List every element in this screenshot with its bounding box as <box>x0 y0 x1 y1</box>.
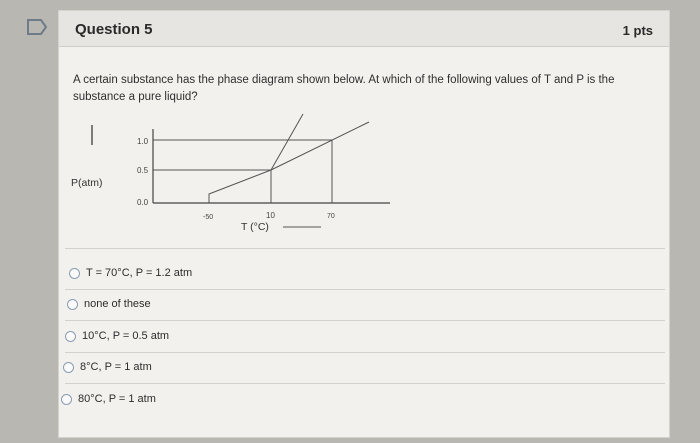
vaporization-curve <box>271 122 369 170</box>
radio-button[interactable] <box>61 394 72 405</box>
x-tick-label: 70 <box>327 213 335 220</box>
question-points: 1 pts <box>622 23 653 38</box>
radio-button[interactable] <box>69 268 80 279</box>
answer-option[interactable] <box>61 384 156 414</box>
melting-curve <box>271 114 303 170</box>
answer-option[interactable] <box>65 321 169 351</box>
y-axis-label: P(atm) <box>71 177 103 189</box>
y-tick-label: 0.5 <box>137 166 149 175</box>
y-tick-label: 1.0 <box>137 137 149 146</box>
flag-icon[interactable] <box>26 18 48 36</box>
answer-label: 8°C, P = 1 atm <box>80 361 152 373</box>
radio-button[interactable] <box>63 362 74 373</box>
question-text: A certain substance has the phase diagram shown below. At which of the following values of T and P is the substance a pure liquid? <box>73 74 615 103</box>
question-card <box>58 10 670 438</box>
answer-option[interactable] <box>69 258 192 288</box>
sublimation-curve <box>209 170 271 203</box>
y-tick-label: 0.0 <box>137 198 149 207</box>
answer-divider <box>65 289 665 290</box>
answer-label: T = 70°C, P = 1.2 atm <box>86 267 193 279</box>
answer-divider <box>65 352 665 353</box>
answer-divider <box>65 248 665 249</box>
phase-diagram <box>59 111 671 241</box>
answer-option[interactable] <box>63 352 152 382</box>
x-tick-label: 10 <box>266 211 275 220</box>
question-title: Question 5 <box>75 21 153 38</box>
x-axis-label: T (°C) <box>241 221 269 233</box>
radio-button[interactable] <box>65 331 76 342</box>
answer-option[interactable] <box>67 289 151 319</box>
answer-label: 10°C, P = 0.5 atm <box>82 330 170 342</box>
answer-label: none of these <box>84 298 151 310</box>
x-tick-label: -50 <box>203 214 214 221</box>
question-header <box>59 11 669 47</box>
radio-button[interactable] <box>67 299 78 310</box>
answer-label: 80°C, P = 1 atm <box>78 393 156 405</box>
